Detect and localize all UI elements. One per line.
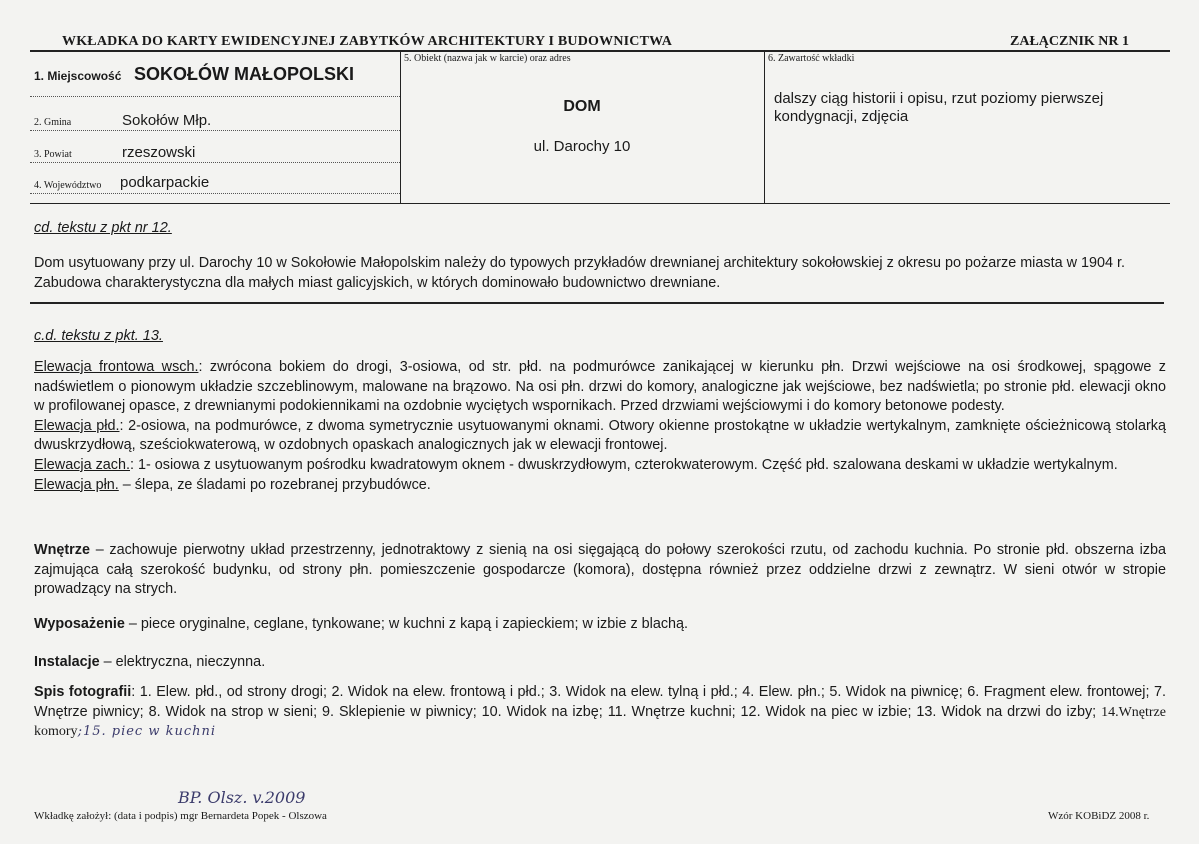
field-3-line: [30, 162, 400, 163]
elevation-west-text: : 1- osiowa z usytuowanym pośrodku kwadratowym oknem - dwuskrzydłowym, czterokwaterowym. Część płd. szalowana deskami w układzie wertykalnym.: [130, 456, 1118, 473]
elevation-north-label: Elewacja płn.: [34, 476, 119, 493]
installations-label: Instalacje: [34, 654, 100, 670]
field-3-value: rzeszowski: [122, 144, 196, 161]
photos-typed-14: 14.Wnętrze komory: [34, 704, 1166, 740]
section-13-heading: c.d. tekstu z pkt. 13.: [34, 328, 163, 344]
column-divider-1: [400, 50, 401, 204]
elevations-block: [34, 358, 1166, 495]
interior-label: Wnętrze: [34, 542, 90, 558]
field-4-value: podkarpackie: [120, 174, 210, 191]
annex-label: ZAŁĄCZNIK NR 1: [1010, 34, 1130, 49]
object-address: ul. Darochy 10: [533, 138, 631, 155]
insert-contents: dalszy ciąg historii i opisu, rzut poziomy pierwszej kondygnacji, zdjęcia: [774, 90, 1104, 125]
field-5-label: 5. Obiekt (nazwa jak w karcie) oraz adres: [404, 53, 571, 64]
elevation-south-text: : 2-osiowa, na podmurówce, z dwoma symetrycznie usytuowanymi oknami. Otwory okienne prostokątne w układzie wertykalnym, zamknięte ościeżnicową stolarką dwuskrzydłową, sześciokwaterową, w ozdobnych opaskach analogicznych jak w elewacji frontowej.: [34, 417, 1166, 454]
column-divider-2: [764, 50, 765, 204]
field-2-label: 2. Gmina: [34, 117, 72, 128]
elevation-front-label: Elewacja frontowa wsch.: [34, 359, 199, 375]
equipment-paragraph: [34, 615, 1166, 635]
photos-text: : 1. Elew. płd., od strony drogi; 2. Widok na elew. frontową i płd.; 3. Widok na elew. tylną i płd.; 4. Elew. płn.; 5. Widok na piwnicę; 6. Fragment elew. frontowej; 7. Wnętrze piwnicy; 8. Widok na strop w sieni; 9. Sklepienie w piwnicy; 10. Widok na izbę; 11. Wnętrze kuchni; 12. Widok na piec w izbie; 13. Widok na drzwi do izby;: [34, 684, 1166, 720]
form-bottom-rule: [30, 203, 1170, 204]
field-3-label: 3. Powiat: [34, 149, 72, 160]
photos-handwritten-15: ;15. piec w kuchni: [77, 724, 217, 740]
header-title: WKŁADKA DO KARTY EWIDENCYJNEJ ZABYTKÓW ARCHITEKTURY I BUDOWNICTWA: [62, 34, 673, 49]
elevation-south-label: Elewacja płd.: [34, 417, 120, 434]
handwritten-signature: BP. Olsz. v.2009: [178, 788, 306, 807]
field-6-label: 6. Zawartość wkładki: [768, 53, 855, 64]
interior-text: – zachowuje pierwotny układ przestrzenny, jednotraktowy z sienią na osi sięgającą do połowy szerokości rzutu, od zachodu kuchnia. Po stronie płd. obszerna izba zajmująca całą szerokość budynku, od strony płn. pomieszczenie gospodarcze (komora), dostępna również przez oddzielne drzwi z zewnątrz. W sieni otwór w stropie prowadzący na strych.: [34, 542, 1166, 598]
elevation-west-label: Elewacja zach.: [34, 456, 130, 473]
field-1-value: SOKOŁÓW MAŁOPOLSKI: [134, 64, 354, 84]
field-1-label: 1. Miejscowość: [34, 69, 122, 83]
photos-label: Spis fotografii: [34, 684, 132, 700]
template-version: Wzór KOBiDZ 2008 r.: [1048, 810, 1150, 822]
elevation-south: [34, 417, 1166, 456]
installations-paragraph: [34, 653, 1166, 673]
section-12-rule: [30, 302, 1164, 304]
interior-paragraph: [34, 541, 1166, 600]
equipment-label: Wyposażenie: [34, 616, 125, 632]
field-4-label: 4. Województwo: [34, 180, 102, 191]
field-2-value: Sokołów Młp.: [122, 112, 212, 129]
elevation-north: [34, 476, 1166, 496]
section-12-heading: cd. tekstu z pkt nr 12.: [34, 220, 172, 236]
installations-text: – elektryczna, nieczynna.: [99, 654, 266, 670]
equipment-text: – piece oryginalne, ceglane, tynkowane; w kuchni z kapą i zapieckiem; w izbie z blachą.: [124, 616, 689, 632]
elevation-north-text: – ślepa, ze śladami po rozebranej przybudówce.: [118, 476, 431, 493]
elevation-west: [34, 456, 1166, 476]
field-1-line: [30, 96, 400, 97]
elevation-front: [34, 358, 1166, 417]
author-line: Wkładkę założył: (data i podpis) mgr Bernardeta Popek - Olszowa: [34, 810, 327, 822]
elevation-front-text: : zwrócona bokiem do drogi, 3-osiowa, od str. płd. na podmurówce zanikającej w kierunku płn. Drzwi wejściowe na osi środkowej, spągowe z nadświetlem o pionowym układzie szczeblinowym, malowane na brązowo. Na osi płn. drzwi do komory, analogiczne jak wejściowe, bez nadświetla; po stronie płd. elewacji okno w profilowanej opasce, z drewnianymi podokiennikami na ozdobnie wyciętych wspornikach. Przed drzwiami wejściowymi i do komory betonowe podesty.: [34, 359, 1166, 415]
photos-paragraph: [34, 683, 1166, 742]
object-name: DOM: [563, 98, 601, 115]
field-4-line: [30, 193, 400, 194]
section-12-text: Dom usytuowany przy ul. Darochy 10 w Sokołowie Małopolskim należy do typowych przykładów drewnianej architektury sokołowskiej z okresu po pożarze miasta w 1904 r. Zabudowa charakterystyczna dla małych miast galicyjskich, w których dominowało budownictwo drewniane.: [34, 255, 1125, 291]
header-rule: [30, 50, 1170, 52]
field-2-line: [30, 130, 400, 131]
